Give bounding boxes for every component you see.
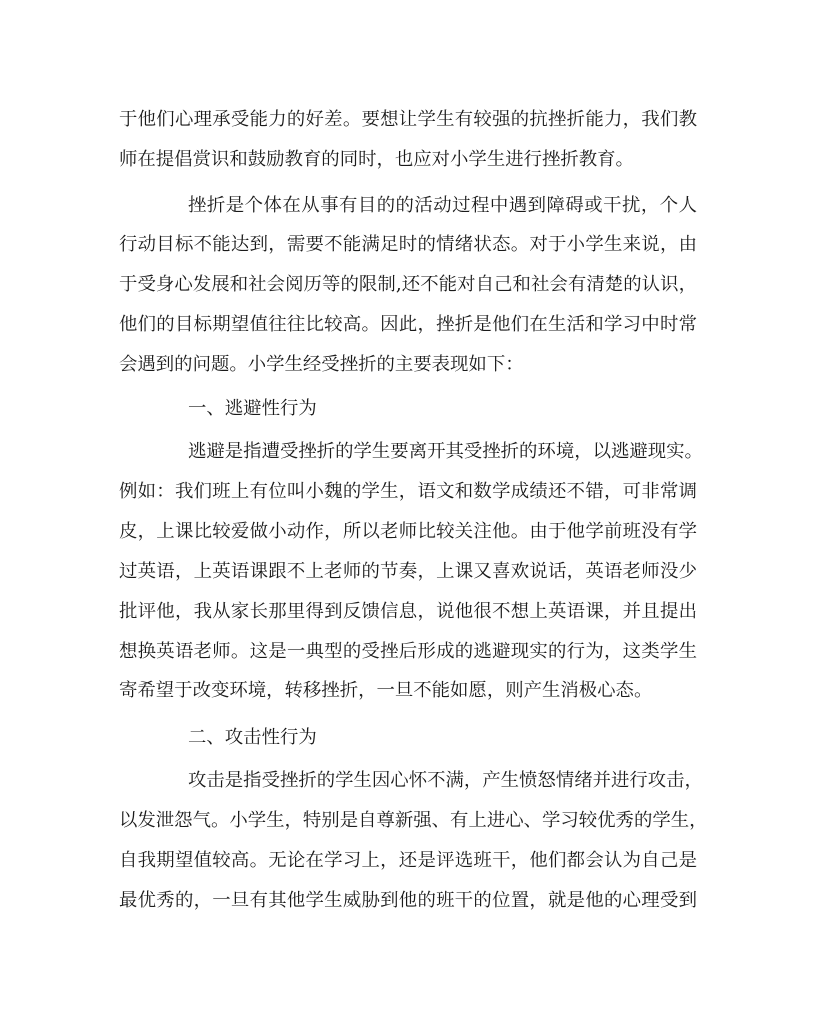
section-heading: 二、攻击性行为 [188, 727, 317, 748]
body-text-line: 最优秀的，一旦有其他学生威胁到他的班干的位置，就是他的心理受到 [119, 890, 697, 911]
paragraph-first-line: 逃避是指遭受挫折的学生要离开其受挫折的环境，以逃避现实。 [188, 441, 703, 462]
body-text-line: 于受身心发展和社会阅历等的限制,还不能对自己和社会有清楚的认识， [119, 274, 697, 295]
body-text-line: 他们的目标期望值往往比较高。因此，挫折是他们在生活和学习中时常 [119, 314, 697, 335]
body-text-line: 会遇到的问题。小学生经受挫折的主要表现如下： [119, 354, 524, 375]
paragraph-first-line: 攻击是指受挫折的学生因心怀不满，产生愤怒情绪并进行攻击， [188, 770, 703, 791]
body-text-line: 行动目标不能达到，需要不能满足时的情绪状态。对于小学生来说，由 [119, 234, 697, 255]
body-text-line: 于他们心理承受能力的好差。要想让学生有较强的抗挫折能力，我们教 [119, 109, 697, 130]
body-text-line: 师在提倡赏识和鼓励教育的同时，也应对小学生进行挫折教育。 [119, 149, 634, 170]
body-text-line: 皮，上课比较爱做小动作，所以老师比较关注他。由于他学前班没有学 [119, 521, 697, 542]
body-text-line: 想换英语老师。这是一典型的受挫后形成的逃避现实的行为，这类学生 [119, 641, 697, 662]
body-text-line: 过英语，上英语课跟不上老师的节奏，上课又喜欢说话，英语老师没少 [119, 561, 697, 582]
section-heading: 一、逃避性行为 [188, 398, 317, 419]
body-text-line: 以发泄怨气。小学生，特别是自尊新强、有上进心、学习较优秀的学生， [119, 810, 708, 831]
body-text-line: 寄希望于改变环境，转移挫折，一旦不能如愿，则产生消极心态。 [119, 680, 653, 701]
body-text-line: 批评他，我从家长那里得到反馈信息，说他很不想上英语课，并且提出 [119, 601, 697, 622]
body-text-line: 自我期望值较高。无论在学习上，还是评选班干，他们都会认为自己是 [119, 850, 697, 871]
paragraph-first-line: 挫折是个体在从事有目的的活动过程中遇到障碍或干扰，个人 [188, 195, 697, 216]
body-text-line: 例如：我们班上有位叫小魏的学生，语文和数学成绩还不错，可非常调 [119, 481, 697, 502]
